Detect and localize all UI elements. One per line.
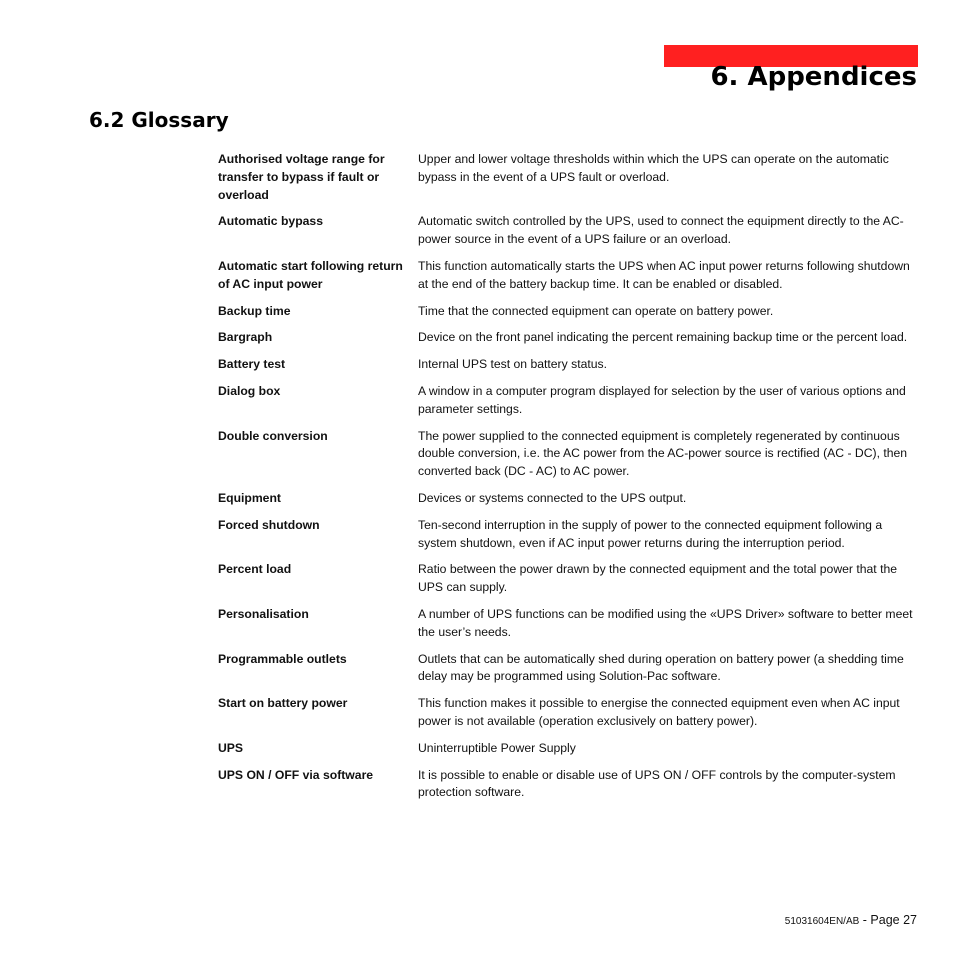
glossary-entry bbox=[218, 740, 918, 758]
glossary-entry bbox=[218, 606, 918, 642]
glossary-definition: A window in a computer program displayed for selection by the user of various options and parameter settings. bbox=[418, 383, 906, 416]
glossary-term: Dialog box bbox=[218, 383, 281, 398]
glossary-list bbox=[218, 151, 918, 811]
glossary-definition: Outlets that can be automatically shed during operation on battery power (a shedding time delay may be programmed using Solution-Pac software. bbox=[418, 651, 904, 684]
page-footer bbox=[785, 911, 917, 929]
glossary-entry bbox=[218, 383, 918, 419]
glossary-term: Automatic bypass bbox=[218, 214, 323, 229]
glossary-term: UPS ON / OFF via software bbox=[218, 767, 374, 782]
chapter-title: 6. Appendices bbox=[710, 62, 917, 92]
glossary-definition: Devices or systems connected to the UPS output. bbox=[418, 490, 687, 505]
glossary-definition: Time that the connected equipment can operate on battery power. bbox=[418, 303, 774, 318]
glossary-term: Forced shutdown bbox=[218, 517, 320, 532]
glossary-term: Personalisation bbox=[218, 606, 309, 621]
glossary-term: Double conversion bbox=[218, 428, 328, 443]
glossary-definition: Ratio between the power drawn by the connected equipment and the total power that the UPS can supply. bbox=[418, 562, 898, 595]
glossary-entry bbox=[218, 561, 918, 597]
glossary-term: UPS bbox=[218, 740, 244, 755]
glossary-entry bbox=[218, 303, 918, 321]
glossary-definition: Automatic switch controlled by the UPS, used to connect the equipment directly to the AC-power source in the event of a UPS failure or an overload. bbox=[418, 214, 904, 247]
glossary-term: Authorised voltage range for transfer to bypass if fault or overload bbox=[218, 152, 385, 202]
glossary-entry bbox=[218, 695, 918, 731]
glossary-definition: Device on the front panel indicating the percent remaining backup time or the percent load. bbox=[418, 330, 908, 345]
glossary-entry bbox=[218, 517, 918, 553]
glossary-entry bbox=[218, 258, 918, 294]
glossary-definition: It is possible to enable or disable use of UPS ON / OFF controls by the computer-system protection software. bbox=[418, 767, 896, 800]
glossary-definition: A number of UPS functions can be modified using the «UPS Driver» software to better meet the user’s needs. bbox=[418, 606, 913, 639]
glossary-entry bbox=[218, 151, 918, 204]
glossary-entry bbox=[218, 213, 918, 249]
glossary-term: Backup time bbox=[218, 303, 291, 318]
section-title: 6.2 Glossary bbox=[89, 108, 229, 132]
glossary-definition: Uninterruptible Power Supply bbox=[418, 740, 576, 755]
glossary-definition: Ten-second interruption in the supply of power to the connected equipment following a system shutdown, even if AC input power returns during the interruption period. bbox=[418, 517, 883, 550]
glossary-entry bbox=[218, 767, 918, 803]
glossary-entry bbox=[218, 428, 918, 481]
glossary-term: Bargraph bbox=[218, 330, 273, 345]
glossary-entry bbox=[218, 356, 918, 374]
glossary-term: Automatic start following return of AC input power bbox=[218, 258, 403, 291]
glossary-entry bbox=[218, 329, 918, 347]
glossary-definition: The power supplied to the connected equipment is completely regenerated by continuous double conversion, i.e. the AC power from the AC-power source is rectified (AC - DC), then converted back (DC - AC) to AC power. bbox=[418, 428, 908, 479]
glossary-term: Percent load bbox=[218, 562, 292, 577]
glossary-term: Programmable outlets bbox=[218, 651, 347, 666]
glossary-term: Equipment bbox=[218, 490, 281, 505]
glossary-term: Start on battery power bbox=[218, 696, 348, 711]
glossary-definition: Internal UPS test on battery status. bbox=[418, 357, 608, 372]
document-code: 51031604EN/AB bbox=[784, 916, 860, 927]
glossary-definition: This function automatically starts the UPS when AC input power returns following shutdown at the end of the battery backup time. It can be enabled or disabled. bbox=[418, 258, 910, 291]
glossary-entry bbox=[218, 651, 918, 687]
glossary-entry bbox=[218, 490, 918, 508]
page-number: - Page 27 bbox=[859, 913, 917, 927]
glossary-definition: This function makes it possible to energise the connected equipment even when AC input power is not available (operation exclusively on battery power). bbox=[418, 696, 900, 728]
glossary-term: Battery test bbox=[218, 357, 286, 372]
glossary-definition: Upper and lower voltage thresholds within which the UPS can operate on the automatic bypass in the event of a UPS fault or overload. bbox=[418, 152, 889, 184]
